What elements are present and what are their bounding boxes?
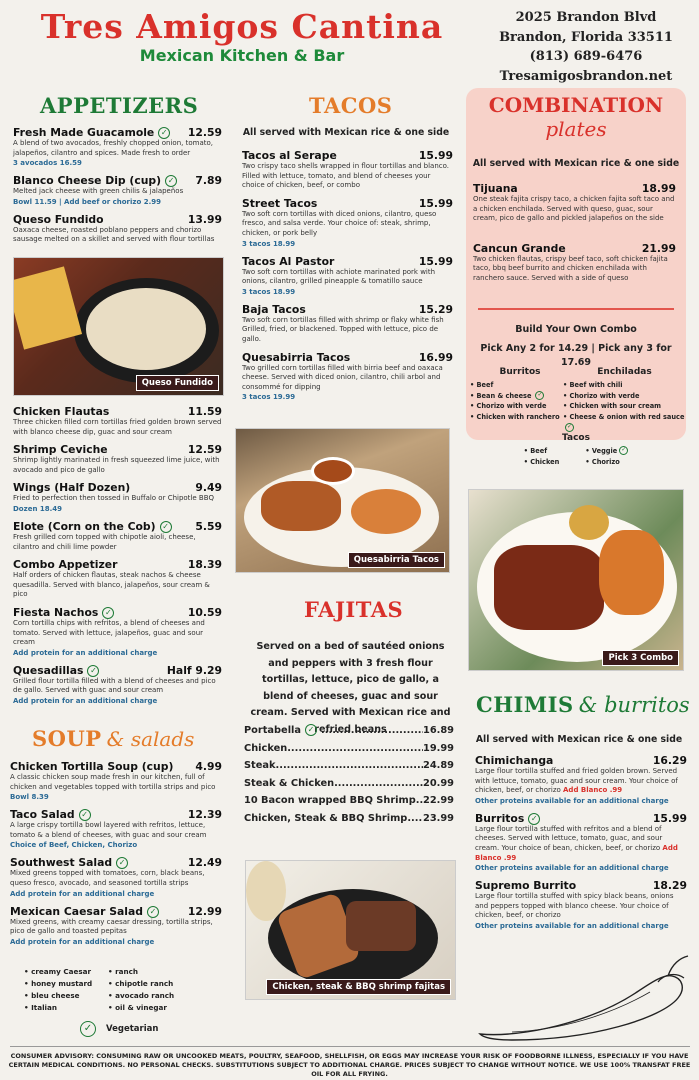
item-desc: Mixed greens, with creamy caesar dressing, tortilla strips, pico de gallo and toasted pepitas <box>10 917 213 936</box>
item-price: 15.99 <box>652 811 687 825</box>
enchiladas-title: Enchiladas <box>597 367 652 377</box>
item-price: 15.99 <box>418 196 453 210</box>
item-name: Quesadillas <box>13 663 84 677</box>
item-name: Southwest Salad <box>10 856 113 870</box>
item-extra: Choice of Beef, Chicken, Chorizo <box>10 841 138 850</box>
item-price: 12.99 <box>187 904 222 918</box>
item-name: Mexican Caesar Salad <box>10 904 143 918</box>
item-name: Chicken Tortilla Soup (cup) <box>10 760 174 773</box>
address-line-2: Brandon, Florida 33511 <box>499 29 673 45</box>
combination-title <box>466 93 686 141</box>
taco-shape <box>569 505 609 540</box>
quesabirria-photo <box>235 428 450 573</box>
item-extra: Add protein for an additional charge <box>10 889 155 898</box>
menu-item <box>13 558 222 600</box>
vegetarian-icon: ✓ <box>158 127 170 139</box>
fajita-item <box>244 740 454 758</box>
website: Tresamigosbrandon.net <box>499 68 673 84</box>
chili-pepper-icon <box>472 952 692 1044</box>
item-price: 16.29 <box>652 754 687 767</box>
chips-shape <box>13 266 82 349</box>
item-price: 24.89 <box>423 760 454 771</box>
menu-item <box>13 443 222 475</box>
vegetarian-icon: ✓ <box>102 607 114 619</box>
burritos-title: Burritos <box>499 367 541 377</box>
combo-option: • Chorizo with verde <box>470 402 547 411</box>
item-name: Chicken <box>244 742 288 754</box>
item-name: Chicken, Steak & BBQ Shrimp <box>244 812 408 824</box>
item-desc: Two soft corn tortillas with achiote marinated pork with onions, cilantro, grilled pineapple & tomatillo sauce <box>242 267 436 286</box>
item-price: 19.99 <box>423 742 454 754</box>
item-price: 22.99 <box>423 795 454 806</box>
item-price: 7.89 <box>195 174 222 188</box>
item-price: 13.99 <box>187 212 222 226</box>
address-line-1: 2025 Brandon Blvd <box>515 10 657 25</box>
item-name: Taco Salad <box>10 808 75 822</box>
menu-item <box>242 255 453 297</box>
item-name: Elote (Corn on the Cob) <box>13 519 156 533</box>
menu-item <box>242 351 453 403</box>
item-price: 10.59 <box>187 605 222 619</box>
chimis-list <box>475 754 687 937</box>
cheese-shape <box>86 288 206 370</box>
item-extra: Bowl 8.39 <box>10 793 49 802</box>
menu-item <box>475 879 687 931</box>
item-name: Wings (Half Dozen) <box>13 481 131 495</box>
item-name: Fresh Made Guacamole <box>13 126 155 139</box>
combo-tacos-title: Tacos <box>562 433 590 443</box>
vegetarian-icon: ✓ <box>528 813 540 825</box>
item-name: Chimichanga <box>475 754 554 767</box>
item-price: 18.39 <box>187 558 222 572</box>
chimis-title <box>476 692 690 717</box>
vegetarian-icon: ✓ <box>165 175 177 187</box>
item-price: 15.29 <box>418 302 453 316</box>
fajitas-desc: Served on a bed of sautéed onions and peppers with 3 fresh flour tortillas, lettuce, pico de gallo, a blend of cheeses, guac and sour cream. Served with Mexican rice and refried beans <box>250 641 451 735</box>
menu-item <box>242 149 453 191</box>
item-desc: Shrimp lightly marinated in fresh squeezed lime juice, with avocado and pico de gallo <box>13 456 220 474</box>
combination-title-script: plates <box>545 117 607 141</box>
item-price: 16.89 <box>423 725 454 736</box>
enchiladas-shape <box>494 545 604 630</box>
item-extra: Add protein for an additional charge <box>10 937 155 946</box>
brand-header <box>12 8 472 66</box>
dressing-item: • avocado ranch <box>108 991 175 1000</box>
combo-option: • Chicken with sour cream <box>563 402 662 411</box>
tacos-subtitle: All served with Mexican rice & one side <box>242 127 450 138</box>
item-name: Steak & Chicken <box>244 777 335 789</box>
combo-option: • Chicken <box>523 457 560 466</box>
item-name: Combo Appetizer <box>13 558 118 572</box>
vegetarian-icon: ✓ <box>80 1021 96 1037</box>
item-desc: Three chicken filled corn tortillas fried golden brown served with blanco cheese dip, guac and sour cream <box>13 418 222 436</box>
queso-fundido-photo <box>13 257 224 396</box>
item-name: Quesabirria Tacos <box>242 350 351 364</box>
build-combo-title: Build Your Own Combo <box>515 324 637 335</box>
contact-block <box>486 8 686 86</box>
item-name: Supremo Burrito <box>475 879 577 893</box>
combo-option: • Beef with chili <box>563 380 623 389</box>
appetizers-list-bottom <box>13 405 222 712</box>
item-extra: 3 tacos 18.99 <box>242 239 296 248</box>
build-combo-pricing: Pick Any 2 for 14.29 | Pick any 3 for 17.69 <box>480 343 672 368</box>
consomme-shape <box>311 457 355 485</box>
item-desc: Grilled flour tortilla filled with a blend of cheeses and pico de gallo. Served with guac and sour cream <box>13 676 216 695</box>
item-desc: Corn tortilla chips with refritos, a blend of cheeses and tomato. Served with lettuce, jalapeños, guac and sour cream <box>13 618 205 647</box>
dressing-item: • chipotle ranch <box>108 979 174 988</box>
dressing-item: • ranch <box>108 967 138 976</box>
item-extra: 3 tacos 19.99 <box>242 393 296 402</box>
legend-label: Vegetarian <box>106 1024 159 1034</box>
fajitas-title: FAJITAS <box>304 597 404 622</box>
item-name: Portabella ✓ <box>244 722 321 740</box>
combo-option: • Chicken with ranchero <box>470 413 560 422</box>
item-name: Burritos <box>475 811 525 825</box>
item-price: 20.99 <box>423 777 454 789</box>
item-addon: Add Blanco .99 <box>563 786 623 795</box>
item-price: 12.59 <box>187 126 222 139</box>
vegetarian-icon: ✓ <box>160 521 172 533</box>
build-combo <box>466 323 686 370</box>
rice-shape <box>351 489 421 534</box>
menu-item <box>475 754 687 806</box>
menu-item <box>10 760 222 802</box>
item-name: Fiesta Nachos <box>13 605 99 619</box>
fajita-item <box>244 722 454 740</box>
appetizers-title: APPETIZERS <box>40 93 199 118</box>
vegetarian-legend <box>80 1021 158 1037</box>
vegetarian-icon: ✓ <box>147 906 159 918</box>
item-desc: Two soft corn tortillas filled with shrimp or flaky white fish Grilled, fried, or blackened. Topped with lettuce, pico de gallo. <box>242 315 444 343</box>
fajita-item <box>244 775 454 793</box>
menu-item <box>473 242 676 284</box>
soup-title <box>32 726 194 751</box>
menu-item <box>10 856 222 898</box>
appetizers-list-top <box>13 126 222 251</box>
item-desc: A blend of two avocados, freshly chopped onion, tomato, jalapeños, cilantro and spices. Made fresh to order <box>13 139 213 157</box>
item-name: Blanco Cheese Dip (cup) <box>13 174 162 188</box>
menu-item <box>13 664 222 706</box>
menu-item <box>473 182 676 224</box>
item-extra: Other proteins available for an additional charge <box>475 864 669 873</box>
item-price: 12.59 <box>187 443 222 457</box>
vegetarian-icon: ✓ <box>116 857 128 869</box>
fajita-item <box>244 792 454 810</box>
menu-item <box>13 481 222 514</box>
item-desc: Oaxaca cheese, roasted poblano peppers and chorizo sausage melted on a skillet and served with flour tortillas <box>13 225 215 244</box>
item-name: Steak <box>244 760 276 771</box>
combo-enchiladas <box>563 367 686 434</box>
tacos-shape <box>261 481 341 531</box>
item-desc: Two grilled corn tortillas filled with birria beef and oaxaca cheese. Served with diced onion, cilantro, chili arbol and consommé for dipping <box>242 363 443 391</box>
item-extra: Add protein for an additional charge <box>13 696 158 705</box>
menu-item <box>13 126 222 168</box>
item-price: 9.49 <box>195 481 222 495</box>
item-price: 18.99 <box>641 182 676 195</box>
item-desc: A large crispy tortilla bowl layered with refritos, lettuce, tomato & a blend of cheeses, with guac and sour cream <box>10 821 207 839</box>
item-price: 4.99 <box>195 760 222 773</box>
item-price: 21.99 <box>641 241 676 255</box>
item-desc: Melted jack cheese with green chilis & jalapeños <box>13 187 184 196</box>
photo-caption: Quesabirria Tacos <box>348 552 445 568</box>
tortilla-shape <box>246 861 286 921</box>
dressings-right <box>108 966 208 1014</box>
item-price: 11.59 <box>187 405 222 418</box>
item-desc: Fried to perfection then tossed in Buffalo or Chipotle BBQ <box>13 494 215 503</box>
vegetarian-icon: ✓ <box>566 423 573 431</box>
rice-shape <box>599 530 664 615</box>
photo-caption: Queso Fundido <box>136 375 219 391</box>
item-name: Street Tacos <box>242 196 318 210</box>
combo-option: • Chorizo with verde <box>563 391 640 400</box>
item-name: Queso Fundido <box>13 212 104 226</box>
soup-list <box>10 760 222 953</box>
chimis-subtitle: All served with Mexican rice & one side <box>475 734 683 745</box>
item-name: Tacos al Serape <box>242 149 337 162</box>
item-desc: Two soft corn tortillas with diced onions, cilantro, queso fresco, and salsa verde. Your choice of: steak, shrimp, chicken, or pork belly <box>242 209 437 237</box>
menu-item <box>10 905 222 947</box>
item-desc: A classic chicken soup made fresh in our kitchen, full of chicken and vegetables topped with tortilla strips and pico <box>10 773 216 791</box>
menu-item <box>13 174 222 207</box>
item-extra: Add protein for an additional charge <box>13 648 158 657</box>
item-desc: Half orders of chicken flautas, steak nachos & cheese quesadilla. Served with blanco, jalapeños, sour cream & pico <box>13 571 210 599</box>
item-desc: Fresh grilled corn topped with chipotle aioli, cheese, cilantro and chili lime powder <box>13 532 196 551</box>
item-price: 16.99 <box>418 350 453 364</box>
soup-title-script: & salads <box>106 727 195 751</box>
restaurant-subtitle: Mexican Kitchen & Bar <box>139 46 345 65</box>
combo-option: • Cheese & onion with red sauce✓ <box>563 413 685 431</box>
item-extra: Dozen 18.49 <box>13 504 63 513</box>
item-name: Baja Tacos <box>242 302 306 316</box>
consumer-advisory: CONSUMER ADVISORY: CONSUMING RAW OR UNCOOKED MEATS, POULTRY, SEAFOOD, SHELLFISH, OR EGGS MAY INCREASE YOUR RISK OF FOODBORNE ILLNESS, ESPECIALLY IF YOU HAVE CERTAIN MEDICAL CONDITIONS. NO PERSONAL CHECKS. SUBSTITUTIONS SUBJECT TO ADDITIONAL CHARGE. PRICES SUBJECT TO CHANGE WITHOUT NOTICE. WE USE 100% TRANSFAT FREE OIL FOR ALL FRYING. <box>8 1052 691 1078</box>
combination-subtitle: All served with Mexican rice & one side <box>472 158 680 169</box>
combo-tacos <box>466 433 686 467</box>
combo-burritos <box>470 367 570 423</box>
item-extra: Other proteins available for an additional charge <box>475 796 669 805</box>
fajita-item <box>244 757 454 775</box>
phone: (813) 689-6476 <box>529 49 643 64</box>
combination-title-main: COMBINATION <box>488 93 664 117</box>
dressing-item: • Italian <box>24 1003 57 1012</box>
item-name: Tijuana <box>473 182 518 195</box>
tacos-list <box>242 149 453 408</box>
fajitas-photo <box>245 860 456 1000</box>
photo-caption: Chicken, steak & BBQ shrimp fajitas <box>266 979 451 995</box>
dressing-item: • oil & vinegar <box>108 1003 167 1012</box>
menu-item <box>13 606 222 658</box>
item-price: Half 9.29 <box>166 663 222 677</box>
vegetarian-icon: ✓ <box>79 809 91 821</box>
menu-item <box>10 808 222 850</box>
combo-photo <box>468 489 684 671</box>
item-desc: One steak fajita crispy taco, a chicken fajita soft taco and a chicken enchilada. Served with queso, guac, sour cream, pico de gallo and pickled jalapeños on the side <box>473 195 675 223</box>
soup-title-main: SOUP <box>32 726 102 751</box>
item-price: 5.59 <box>195 519 222 533</box>
menu-item <box>13 405 222 437</box>
vegetarian-icon: ✓ <box>621 446 627 454</box>
item-extra: 3 tacos 18.99 <box>242 287 296 296</box>
item-extra: Bowl 11.59 | Add beef or chorizo 2.99 <box>13 197 161 206</box>
dressing-item: • bleu cheese <box>24 991 80 1000</box>
item-price: 23.99 <box>423 812 454 824</box>
footer-divider <box>10 1046 690 1047</box>
item-price: 12.39 <box>187 808 222 822</box>
combination-list <box>473 182 676 290</box>
item-name: Chicken Flautas <box>13 405 110 418</box>
item-addon: Add Blanco .99 <box>475 843 678 862</box>
restaurant-name: Tres Amigos Cantina <box>40 7 444 46</box>
dressing-item: • creamy Caesar <box>24 967 91 976</box>
vegetarian-icon: ✓ <box>87 665 99 677</box>
menu-item <box>242 197 453 249</box>
item-desc: Two crispy taco shells wrapped in flour tortillas and blanco. Filled with lettuce, tomato, and blend of cheeses your choice of chicken, beef, or combo <box>242 162 450 190</box>
tacos-title: TACOS <box>309 93 393 118</box>
item-desc: Mixed greens topped with tomatoes, corn, black beans, queso fresco, avocado, and seasoned tortilla strips <box>10 869 205 887</box>
item-name: Cancun Grande <box>473 241 566 255</box>
combo-option: • Bean & cheese ✓ <box>470 391 543 400</box>
menu-item <box>13 520 222 552</box>
item-price: 12.49 <box>187 856 222 870</box>
menu-item <box>242 303 453 345</box>
combo-option: • Beef <box>523 446 548 455</box>
item-name: Tacos Al Pastor <box>242 254 335 268</box>
item-extra: 3 avocados 16.59 <box>13 159 82 168</box>
dressings-left <box>24 966 114 1014</box>
dressing-item: • honey mustard <box>24 979 93 988</box>
item-price: 18.29 <box>652 879 687 893</box>
menu-item <box>13 213 222 245</box>
menu-item <box>475 812 687 873</box>
vegetarian-icon: ✓ <box>305 724 317 736</box>
chimis-title-main: CHIMIS <box>476 692 574 717</box>
combo-option: • Veggie ✓ <box>585 446 627 455</box>
fajita-item <box>244 810 454 828</box>
item-extra: Other proteins available for an additional charge <box>475 921 669 930</box>
item-name: 10 Bacon wrapped BBQ Shrimp <box>244 795 416 806</box>
item-desc: Large flour tortilla stuffed with spicy black beans, onions and peppers topped with blanco cheese. Your choice of chicken, beef, or chorizo <box>475 892 674 920</box>
item-price: 15.99 <box>418 254 453 268</box>
photo-caption: Pick 3 Combo <box>602 650 679 666</box>
chimis-title-script: & burritos <box>578 693 690 717</box>
vegetarian-icon: ✓ <box>537 391 543 399</box>
steak-shape <box>346 901 416 951</box>
fajitas-list <box>244 722 454 827</box>
item-desc: Large flour tortilla stuffed and fried golden brown. Served with lettuce, tomato, guac and sour cream. Your choice of chicken, beef, or chorizo Add Blanco .99 <box>475 767 678 795</box>
item-desc: Two chicken flautas, crispy beef taco, soft chicken fajita taco, bbq beef burrito and chicken enchilada with ranchero sauce. Served with a side of queso <box>473 254 668 282</box>
item-name: Shrimp Ceviche <box>13 443 108 457</box>
item-price: 15.99 <box>418 149 453 162</box>
combo-option: • Beef <box>470 380 494 389</box>
divider <box>478 308 674 310</box>
combo-option: • Chorizo <box>585 457 620 466</box>
item-desc: Large flour tortilla stuffed with refritos and a blend of cheeses. Served with lettuce, tomato, guac, and sour cream. Your choice of bean, chicken, beef, or chorizo Add Blanco .99 <box>475 824 678 862</box>
